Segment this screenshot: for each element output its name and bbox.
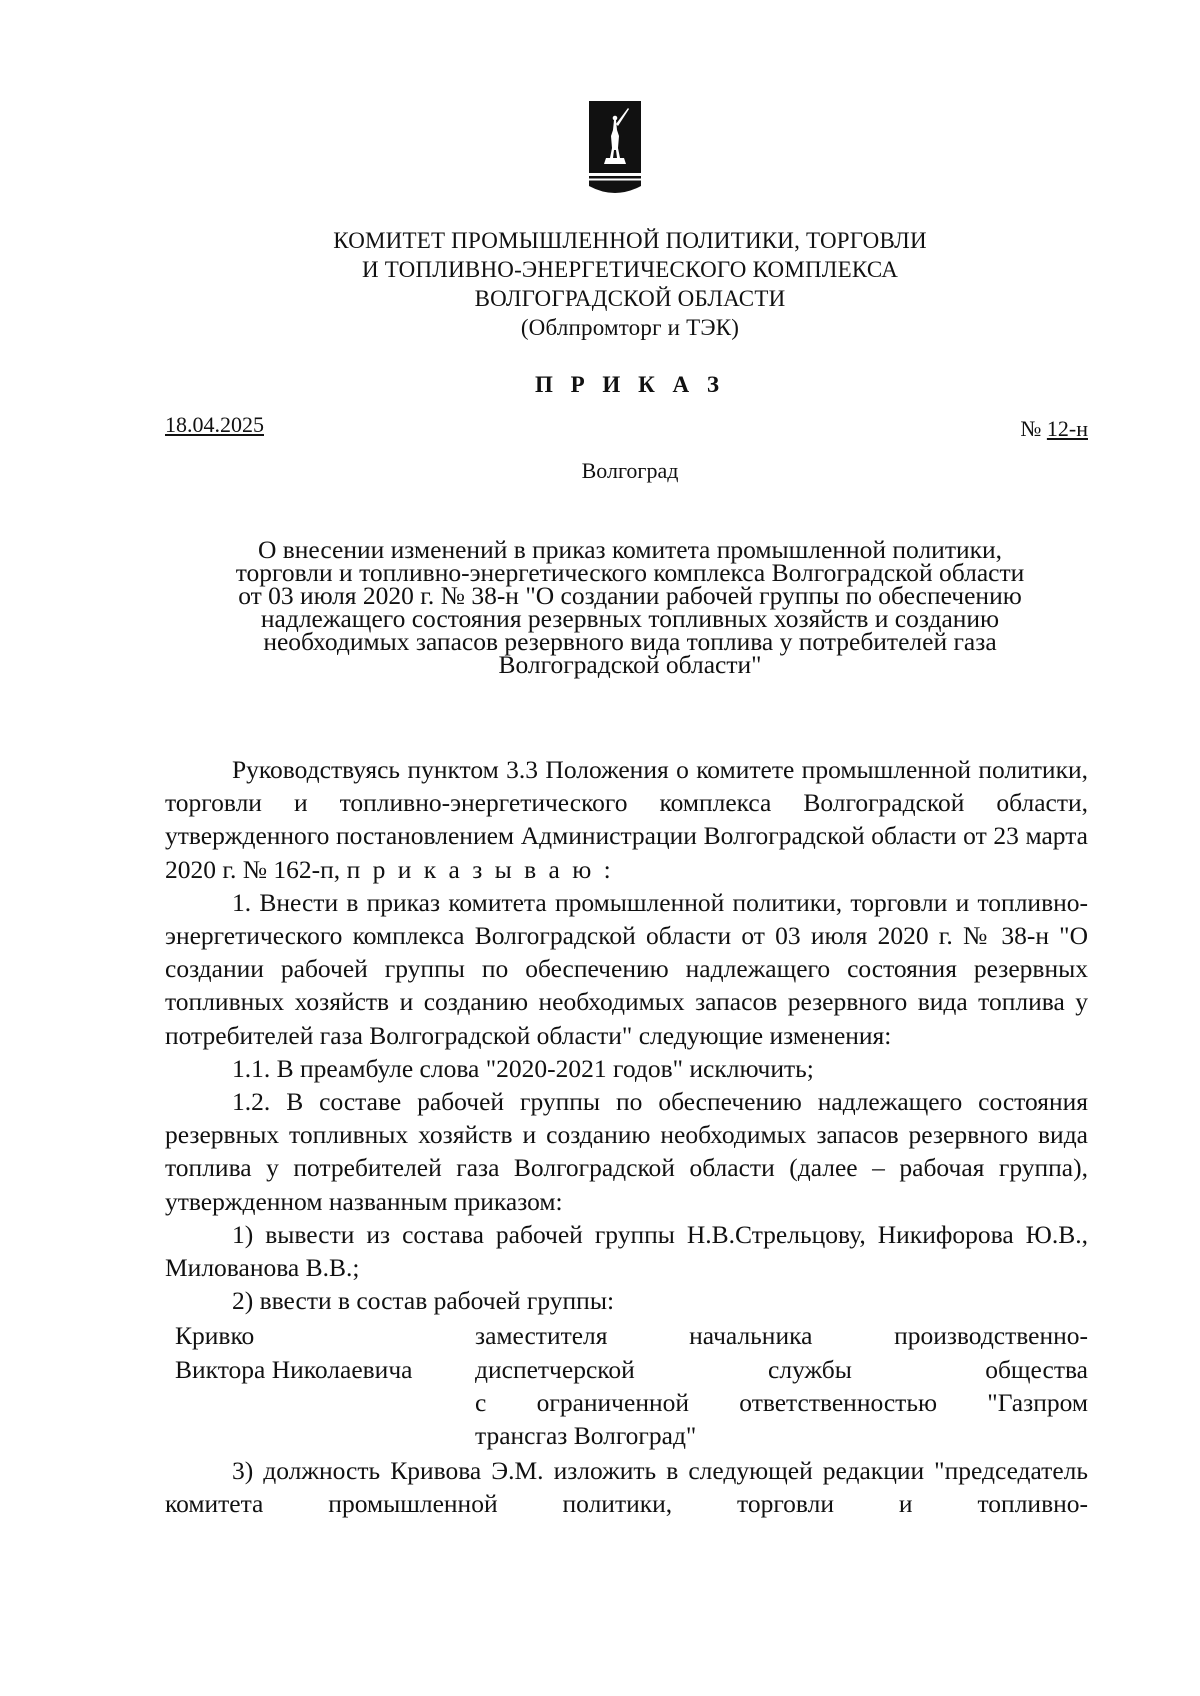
- title-line: необходимых запасов резервного вида топлива у потребителей газа: [263, 627, 997, 656]
- document-date: 18.04.2025: [165, 412, 264, 437]
- item-1-1: 1.1. В преамбуле слова "2020-2021 годов" исключить;: [232, 1053, 814, 1083]
- document-type: П Р И К А З: [534, 372, 725, 397]
- document-title: [160, 535, 1100, 679]
- title-line: надлежащего состояния резервных топливных хозяйств и созданию: [260, 604, 1000, 633]
- subitem-3: 3) должность Кривова Э.М. изложить в следующей редакции "председатель комитета промышленной политики, торговли и топливно-: [165, 1456, 1088, 1519]
- organization-header: [200, 226, 1060, 342]
- coat-of-arms-icon: [588, 100, 642, 196]
- subitem-1: 1) вывести из состава рабочей группы Н.В.Стрельцову, Никифорова Ю.В., Милованова В.В.;: [165, 1219, 1088, 1283]
- position-line: заместителя начальника производственно-: [475, 1321, 1088, 1351]
- title-line: торговли и топливно-энергетического комплекса Волгоградской области: [235, 558, 1025, 587]
- position-line: трансгаз Волгоград": [475, 1421, 697, 1451]
- subitem-2: 2) ввести в состав рабочей группы:: [232, 1286, 615, 1316]
- document-city: Волгоград: [581, 458, 679, 483]
- number-value: 12-н: [1046, 416, 1088, 441]
- document-body: [165, 753, 1088, 1521]
- position-line: диспетчерской службы общества: [475, 1354, 1088, 1384]
- title-line: О внесении изменений в приказ комитета промышленной политики,: [257, 535, 1003, 564]
- member-position: [475, 1319, 1088, 1452]
- item-1: 1. Внести в приказ комитета промышленной политики, торговли и топливно-энергетического комплекса Волгоградской области от 03 июля 2020 г. № 38-н "О создании рабочей группы по обеспечению надлежащего состояния резервных топливных хозяйств и созданию необходимых запасов резервного вида топлива у потребителей газа Волгоградской области" следующие изменения:: [165, 887, 1088, 1050]
- org-name-line: ВОЛГОГРАДСКОЙ ОБЛАСТИ: [474, 286, 786, 311]
- org-short-name: (Облпромторг и ТЭК): [520, 315, 740, 340]
- order-word: п р и к а з ы в а ю :: [346, 854, 614, 884]
- member-name: [165, 1319, 475, 1452]
- preamble-text: Руководствуясь пунктом 3.3 Положения о комитете промышленной политики, торговли и топливно-энергетического комплекса Волгоградской области, утвержденного постановлением Администрации Волгоградской области от 23 марта 2020 г. № 162-п,: [165, 755, 1088, 884]
- position-line: с ограниченной ответственностью "Газпром: [475, 1387, 1088, 1417]
- org-name-line: И ТОПЛИВНО-ЭНЕРГЕТИЧЕСКОГО КОМПЛЕКСА: [361, 257, 899, 282]
- title-line: от 03 июля 2020 г. № 38-н "О создании рабочей группы по обеспечению: [238, 581, 1022, 610]
- number-prefix: №: [1020, 416, 1047, 441]
- member-surname: Кривко: [175, 1321, 255, 1351]
- item-1-2: 1.2. В составе рабочей группы по обеспечению надлежащего состояния резервных топливных хозяйств и созданию необходимых запасов резервного вида топлива у потребителей газа Волгоградской области (далее – рабочая группа), утвержденном названным приказом:: [165, 1087, 1088, 1216]
- document-number: [1020, 416, 1088, 442]
- preamble-paragraph: [165, 753, 1088, 886]
- org-name-line: КОМИТЕТ ПРОМЫШЛЕННОЙ ПОЛИТИКИ, ТОРГОВЛИ: [333, 228, 927, 253]
- member-entry: [165, 1319, 1088, 1452]
- title-line: Волгоградской области": [498, 650, 762, 679]
- member-given-names: Виктора Николаевича: [175, 1354, 413, 1384]
